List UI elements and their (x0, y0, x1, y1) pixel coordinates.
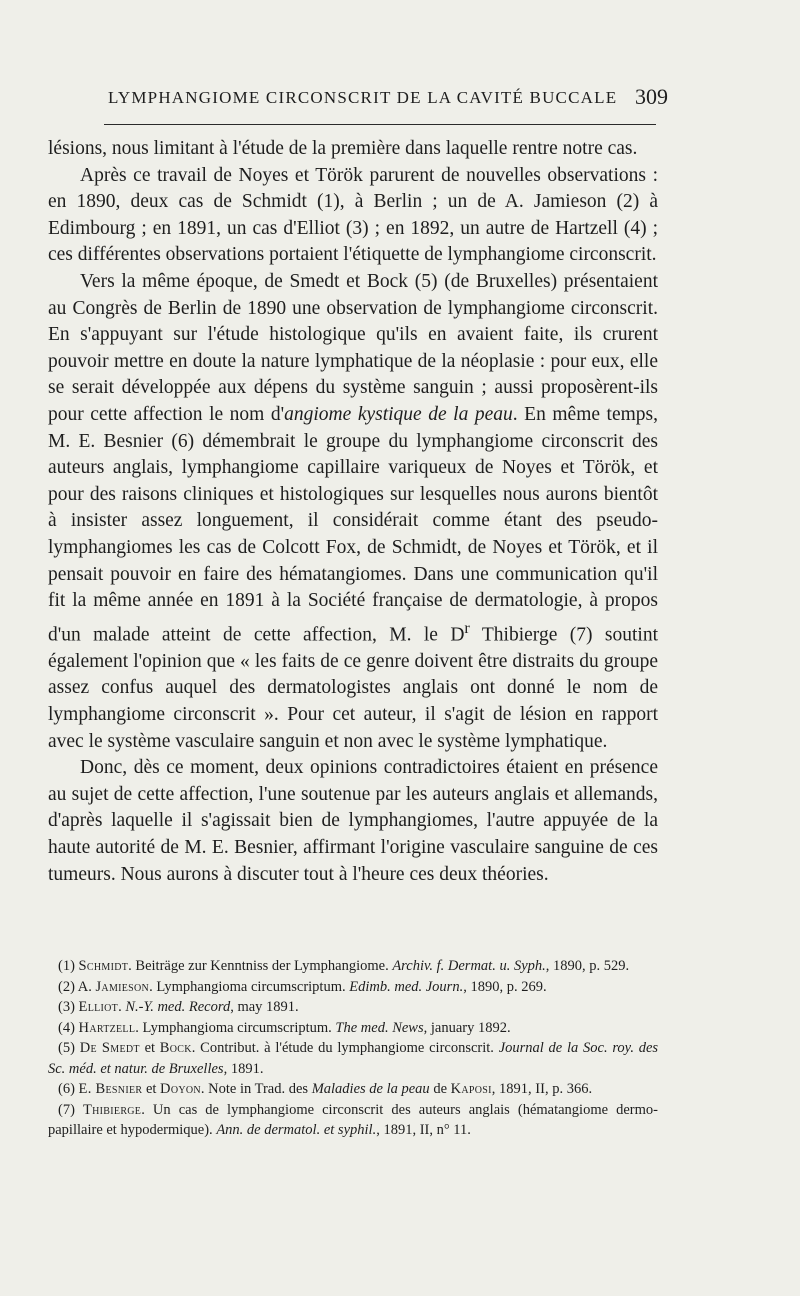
footnote-author: E. Besnier (78, 1081, 143, 1097)
footnote-journal: Archiv. f. Dermat. u. Syph. (392, 958, 546, 974)
footnote-tail: , 1890, p. 529. (545, 958, 630, 974)
footnote-author: De Smedt (79, 1040, 140, 1056)
footnote-2 (48, 977, 658, 998)
footnote-text: . (118, 999, 126, 1015)
footnote-text: . Contribut. à l'étude du lymphangiome circonscrit. (191, 1040, 499, 1056)
paragraph-1: lésions, nous limitant à l'étude de la première dans laquelle rentre notre cas. (48, 138, 638, 159)
footnote-text: . Lymphangioma circumscriptum. (149, 978, 350, 995)
footnote-tail: , 1891, II, n° 11. (376, 1122, 471, 1138)
footnote-tail: , 1891. (223, 1060, 264, 1077)
main-text (48, 136, 658, 888)
page-number: 309 (635, 84, 668, 109)
paragraph-3-part-c: Thibierge (7) soutint également l'opinion que « les faits de ce genre doivent être distraits du groupe assez confus auquel des dermatologistes anglais ont donné le nom de lymphangiome circonscrit ». Pour cet auteur, il s'agit de lésion en rapport avec le système vasculaire sanguin et non avec le système lymphatique. (48, 624, 658, 752)
footnote-tail: , may 1891. (230, 999, 299, 1015)
footnote-journal: Ann. de dermatol. et syphil. (216, 1122, 377, 1138)
footnote-number: (4) (58, 1019, 75, 1036)
footnote-7 (48, 1100, 658, 1141)
paragraph-2: Après ce travail de Noyes et Török parurent de nouvelles observations : en 1890, deux cas de Schmidt (1), à Berlin ; un de A. Jamieson (2) à Edimbourg ; en 1891, un cas d'Elliot (3) ; en 1892, un autre de Hartzell (4) ; ces différentes observations portaient l'étiquette de lymphangiome circonscrit. (48, 164, 658, 266)
footnote-text: . Lymphangioma circumscriptum. (135, 1019, 336, 1036)
doctor-abbrev-sup: r (464, 618, 470, 637)
footnote-conjunction: et (142, 1081, 161, 1097)
footnote-6 (48, 1079, 658, 1100)
header-rule (104, 124, 656, 125)
footnote-journal: Maladies de la peau (311, 1081, 430, 1097)
footnote-initial: A. (77, 978, 96, 995)
footnote-number: (7) (58, 1101, 75, 1118)
footnote-author-2: Doyon (160, 1081, 201, 1097)
footnote-journal: Journal de la Soc. roy. des Sc. méd. et natur. de Bruxelles (48, 1040, 659, 1077)
footnote-5 (48, 1038, 658, 1079)
footnote-journal: The med. News (335, 1019, 424, 1036)
footnote-1 (48, 956, 658, 977)
footnote-4 (48, 1018, 658, 1039)
footnote-tail: , 1890, p. 269. (463, 978, 547, 995)
footnote-tail: , 1891, II, p. 366. (491, 1081, 593, 1097)
footnote-number: (1) (58, 958, 75, 974)
footnote-text: . Note in Trad. des (200, 1081, 312, 1097)
running-title: LYMPHANGIOME CIRCONSCRIT DE LA CAVITÉ BUCCALE (108, 88, 618, 107)
paragraph-3 (48, 269, 658, 755)
paragraph-3-part-a: Vers la même époque, de Smedt et Bock (5) (de Bruxelles) présentaient au Congrès de Berlin de 1890 une observation de lymphangiome circonscrit. En s'appuyant sur l'étude histologique qu'ils en avaient faite, ils crurent pouvoir mettre en doute la nature lymphatique de la néoplasie : pour eux, elle se serait développée aux dépens du système sanguin ; aussi proposèrent-ils pour cette affection le nom d' (48, 270, 658, 425)
footnote-tail: , january 1892. (423, 1019, 511, 1036)
footnote-author: Jamieson (95, 978, 150, 995)
footnote-author: Hartzell (78, 1019, 136, 1036)
footnote-author: Elliot (78, 999, 119, 1015)
footnotes (48, 956, 658, 1141)
paragraph-4: Donc, dès ce moment, deux opinions contradictoires étaient en présence au sujet de cette affection, l'une soutenue par les auteurs anglais et allemands, d'après laquelle il s'agissait bien de lymphangiomes, l'autre appuyée de la haute autorité de M. E. Besnier, affirmant l'origine vasculaire sanguine de ces tumeurs. Nous aurons à discuter tout à l'heure ces deux théories. (48, 757, 658, 885)
paragraph-3-italic-term: angiome kystique de la peau (284, 403, 513, 425)
footnote-conjunction-2: de (429, 1081, 451, 1097)
running-head (48, 84, 668, 114)
footnote-conjunction: et (139, 1040, 160, 1056)
footnote-journal: N.-Y. med. Record (125, 999, 231, 1015)
footnote-journal: Edimb. med. Journ. (349, 978, 464, 995)
footnote-author: Thibierge (83, 1101, 142, 1118)
paragraph-3-part-b: . En même temps, M. E. Besnier (6) démembrait le groupe du lymphangiome circonscrit des auteurs anglais, lymphangiome capillaire variqueux de Noyes et Török, et pour des raisons cliniques et histologiques sur lesquelles nous aurons bientôt à insister assez longuement, il considérait comme étant des pseudo-lymphangiomes les cas de Colcott Fox, de Schmidt, de Noyes et Török, et il pensait pouvoir en faire des hématangiomes. Dans une communication qu'il fit la même année en 1891 à la Société française de dermatologie, à propos d'un malade atteint de cette affection, M. le D (48, 403, 659, 646)
footnote-text: . Un cas de lymphangiome circonscrit des auteurs anglais (hématangiome dermo-papillaire et hypodermique). (48, 1101, 658, 1138)
footnote-number: (6) (58, 1081, 75, 1097)
footnote-text: . Beiträge zur Kenntniss der Lymphangiome. (128, 958, 393, 974)
footnote-number: (2) (58, 978, 75, 995)
book-page (48, 0, 760, 1296)
footnote-number: (3) (58, 999, 75, 1015)
footnote-author-2: Bock (159, 1040, 192, 1056)
footnote-author: Schmidt (78, 958, 129, 974)
footnote-author-3: Kaposi (450, 1081, 492, 1097)
footnote-3 (48, 997, 658, 1018)
footnote-number: (5) (58, 1040, 75, 1056)
